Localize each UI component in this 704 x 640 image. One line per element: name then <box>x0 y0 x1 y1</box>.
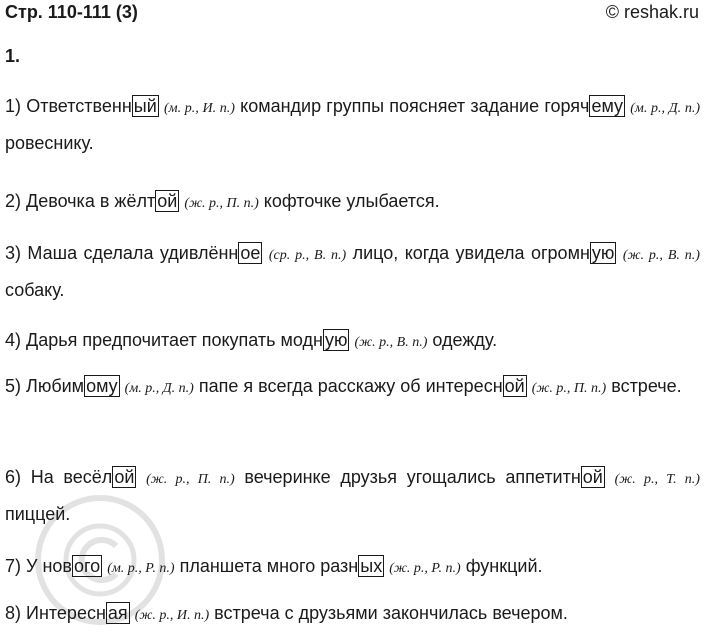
sentence-8 <box>5 596 700 633</box>
sentence-text: 8) Интересн <box>5 603 106 623</box>
grammar-note: (ж. р., Р. п.) <box>389 561 461 576</box>
ending-box: ему <box>591 96 624 116</box>
sentence-5 <box>5 369 700 406</box>
sentence-text: 6) На весёл <box>5 467 113 487</box>
ending-box: ого <box>73 556 101 576</box>
sentence-text: лицо, когда увидела огромн <box>346 243 590 263</box>
sentence-text: кофточке улыбается. <box>258 191 440 211</box>
grammar-note: (м. р., И. п.) <box>163 101 235 116</box>
grammar-note: (ж. р., П. п.) <box>146 472 235 487</box>
ending-box: ый <box>133 96 157 116</box>
source-label: © reshak.ru <box>605 2 699 22</box>
grammar-note: (ж. р., В. п.) <box>622 248 700 263</box>
grammar-note: (м. р., Д. п.) <box>124 381 194 396</box>
sentence-text: 2) Девочка в жёлт <box>5 191 156 211</box>
ending-box: ую <box>591 243 615 263</box>
sentence-text: встрече. <box>606 376 682 396</box>
page-title: Стр. 110-111 (3) <box>5 2 138 22</box>
grammar-note: (ж. р., П. п.) <box>184 196 259 211</box>
grammar-note: (ж. р., В. п.) <box>354 335 428 350</box>
grammar-note: (м. р., Р. п.) <box>107 561 175 576</box>
sentence-text: папе я всегда расскажу об интересн <box>193 376 503 396</box>
grammar-note: (ж. р., П. п.) <box>531 381 607 396</box>
sentence-text: 7) У нов <box>5 556 72 576</box>
sentence-text: пиццей. <box>5 504 71 524</box>
sentence-text: 5) Любим <box>5 376 85 396</box>
sentence-text: планшета много разн <box>174 556 359 576</box>
sentence-text: функций. <box>460 556 543 576</box>
sentence-text: вечеринке друзья угощались аппетитн <box>234 467 581 487</box>
sentence-3 <box>5 236 700 308</box>
ending-box: ое <box>240 243 261 263</box>
ending-box: ую <box>324 330 348 350</box>
sentence-7 <box>5 549 700 586</box>
ending-box: ой <box>157 191 178 211</box>
sentence-text: собаку. <box>5 280 65 300</box>
sentence-text: ровеснику. <box>5 133 94 153</box>
sentence-text: 4) Дарья предпочитает покупать модн <box>5 330 323 350</box>
ending-box: ая <box>107 603 128 623</box>
sentence-text: 1) Ответственн <box>5 96 132 116</box>
grammar-note: (ср. р., В. п.) <box>268 248 347 263</box>
grammar-note: (ж. р., И. п.) <box>134 608 210 623</box>
ending-box: ому <box>86 376 118 396</box>
task-number: 1. <box>5 46 21 66</box>
grammar-note: (ж. р., Т. п.) <box>614 472 700 487</box>
sentence-text: командир группы поясняет задание горяч <box>234 96 590 116</box>
sentence-text: встреча с друзьями закончилась вечером. <box>209 603 568 623</box>
sentence-text: одежду. <box>427 330 498 350</box>
grammar-note: (м. р., Д. п.) <box>630 101 700 116</box>
ending-box: ой <box>582 467 603 487</box>
sentence-1 <box>5 89 700 161</box>
sentence-2 <box>5 184 700 221</box>
ending-box: ой <box>114 467 135 487</box>
sentence-text: 3) Маша сделала удивлённ <box>5 243 239 263</box>
ending-box: ых <box>360 556 383 576</box>
sentence-4 <box>5 323 700 360</box>
sentence-6 <box>5 460 700 532</box>
ending-box: ой <box>504 376 525 396</box>
